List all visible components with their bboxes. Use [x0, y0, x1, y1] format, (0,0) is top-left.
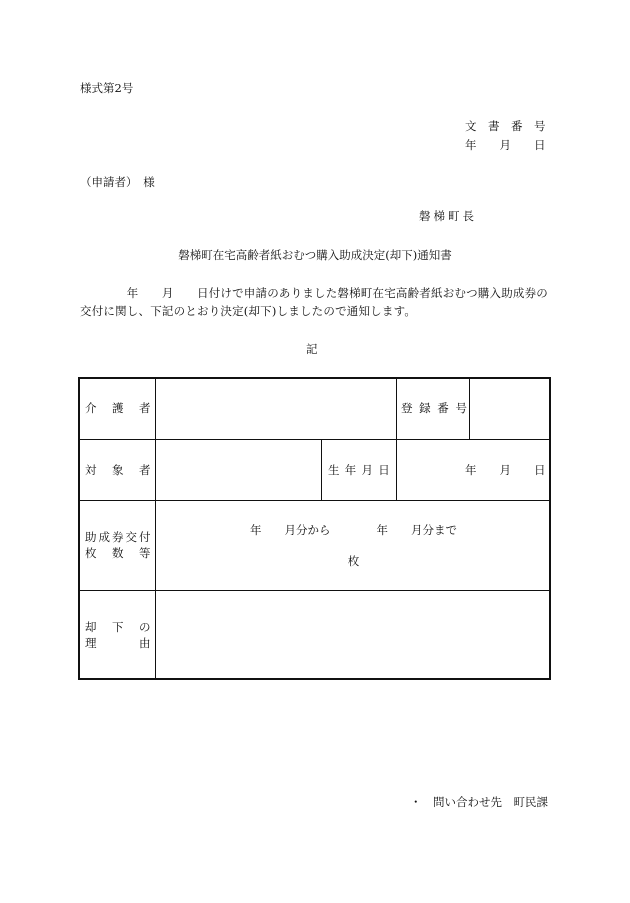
- contact-info: ・ 問い合わせ先 町民課: [410, 795, 548, 809]
- voucher-count-label-line-1: 助成券交付: [85, 530, 153, 544]
- rejection-reason-value-cell: [156, 590, 551, 680]
- document-number-label: 文 書 番 号: [465, 119, 546, 133]
- voucher-period: 年 月分から 年 月分まで: [250, 522, 457, 537]
- rejection-reason-label-line-1: 却 下 の: [85, 620, 153, 634]
- document-title: 磐梯町在宅高齢者紙おむつ購入助成決定(却下)通知書: [178, 248, 452, 262]
- voucher-count-value-cell: [156, 500, 551, 590]
- voucher-count-label-line-2: 枚 数 等: [85, 546, 153, 560]
- recipient-label-cell: [78, 439, 155, 500]
- recipient-value-cell: [156, 439, 321, 500]
- birth-date-label-cell: [321, 439, 396, 500]
- decision-table: [78, 377, 551, 680]
- rejection-reason-label-cell: [78, 590, 155, 680]
- voucher-count-unit: 枚: [347, 553, 360, 568]
- birth-date-value-cell: [396, 439, 551, 500]
- caregiver-label: 介 護 者: [85, 401, 153, 415]
- caregiver-value-cell: [156, 377, 396, 439]
- registration-number-value-cell: [470, 377, 551, 439]
- registration-number-label-cell: [396, 377, 469, 439]
- addressee: （申請者） 様: [80, 175, 155, 189]
- voucher-count-label-cell: [78, 500, 155, 590]
- ki-heading: 記: [306, 342, 318, 356]
- registration-number-label: 登 録 番 号: [401, 401, 469, 415]
- birth-date-label: 生 年 月 日: [328, 462, 391, 477]
- caregiver-label-cell: [78, 377, 155, 439]
- issue-date: 年 月 日: [465, 138, 546, 152]
- body-line-2: 交付に関し、下記のとおり決定(却下)しましたので通知します。: [80, 304, 417, 318]
- form-number: 様式第2号: [80, 81, 134, 95]
- recipient-label: 対 象 者: [85, 462, 153, 477]
- rejection-reason-label-line-2: 理 由: [85, 636, 153, 650]
- birth-date-value: 年 月 日: [465, 462, 546, 477]
- sender: 磐梯町長: [419, 209, 477, 223]
- body-line-1: 年 月 日付けで申請のありました磐梯町在宅高齢者紙おむつ購入助成券の: [80, 286, 548, 300]
